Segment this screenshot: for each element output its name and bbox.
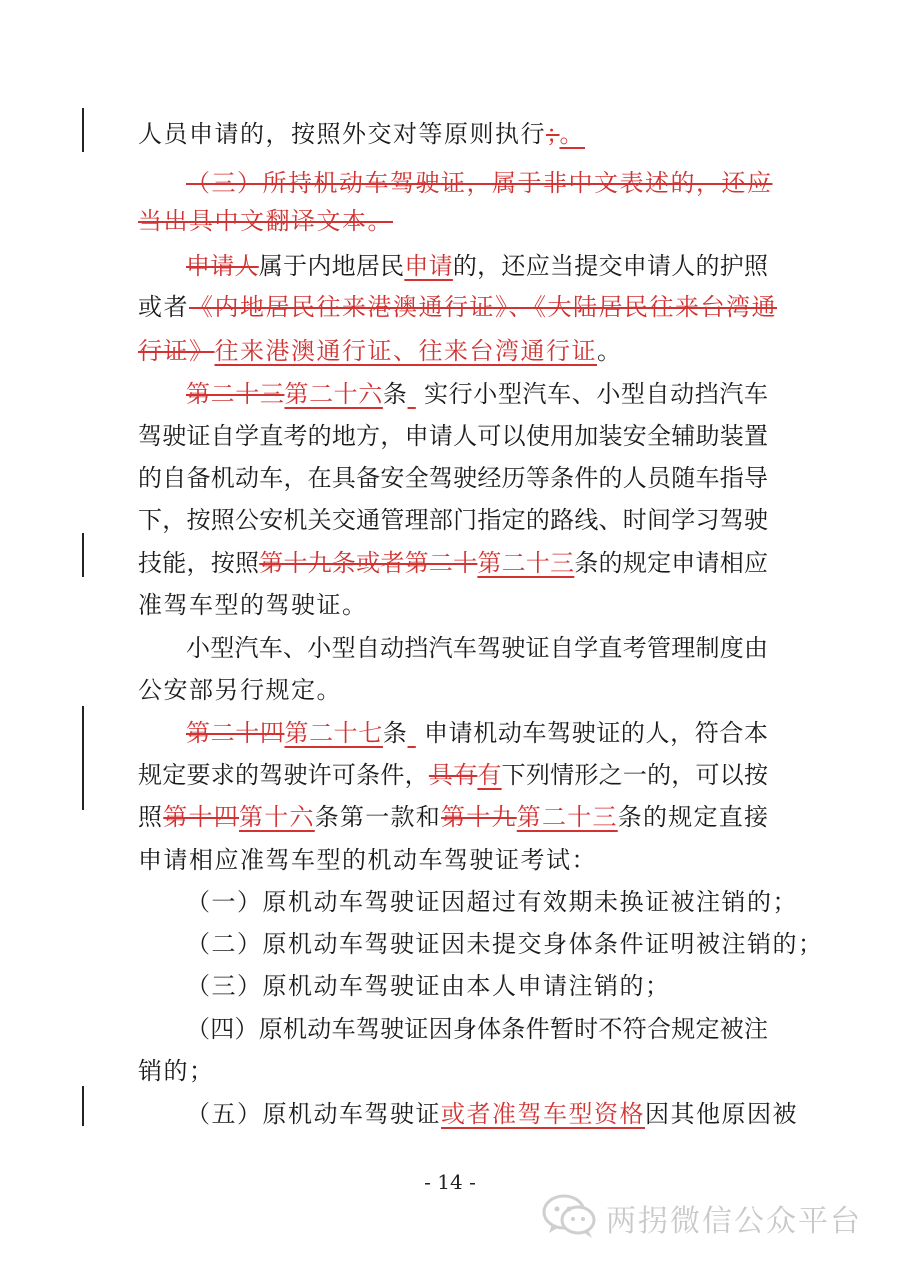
- text-run: 销的；: [138, 1057, 215, 1085]
- text-run: 驾驶证自学直考的地方，申请人可以使用加装安全辅助装置: [138, 422, 768, 450]
- inserted-text: 第二十七: [284, 719, 383, 747]
- text-run: （二）原机动车驾驶证因未提交身体条件证明被注销的；: [186, 930, 824, 958]
- text-run: （五）原机动车驾驶证: [186, 1100, 441, 1128]
- text-run: 准驾车型的驾驶证。: [138, 591, 368, 619]
- deleted-text: 第十四: [163, 803, 239, 831]
- inserted-text: [408, 380, 416, 408]
- line-19: [186, 878, 798, 926]
- line-7: [186, 370, 768, 418]
- text-run: 申请机动车驾驶证的人，符合本: [415, 719, 768, 747]
- line-11: [138, 539, 768, 587]
- text-run: 的，还应当提交申请人的护照: [452, 252, 769, 280]
- deleted-text: （三）所持机动车驾驶证，属于非中文表述的，还应: [186, 169, 773, 197]
- text-run: 下列情形之一的，可以按: [501, 761, 769, 789]
- text-run: 条: [382, 719, 408, 747]
- text-run: 下，按照公安机关交通管理部门指定的路线、时间学习驾驶: [138, 506, 768, 534]
- line-8: [138, 412, 768, 460]
- text-run: 实行小型汽车、小型自动挡汽车: [415, 380, 768, 408]
- deleted-text: 具有: [428, 761, 478, 789]
- inserted-text: 有: [477, 761, 502, 789]
- line-21: [186, 962, 768, 1010]
- line-20: [186, 920, 824, 968]
- text-run: 条的规定申请相应: [574, 549, 769, 577]
- inserted-text: 或者准驾车型资格: [441, 1100, 645, 1128]
- text-run: 条第一款和: [314, 803, 441, 831]
- line-16: [138, 751, 768, 799]
- text-run: 。: [597, 337, 623, 365]
- watermark-text: 两拐微信公众平台: [606, 1204, 862, 1239]
- inserted-text: 第十六: [239, 803, 315, 831]
- line-5: [138, 283, 777, 331]
- inserted-text: 申请: [404, 252, 453, 280]
- line-15: [186, 709, 768, 757]
- text-run: 申请相应准驾车型的机动车驾驶证考试：: [138, 846, 597, 874]
- line-13: [186, 624, 768, 672]
- text-run: 条: [382, 380, 408, 408]
- deleted-text: 当出具中文翻译文本。: [138, 207, 393, 235]
- deleted-text: 《内地居民往来港澳通行证》、《大陆居民往来台湾通: [189, 293, 777, 321]
- deleted-text: 第二十四: [186, 719, 285, 747]
- inserted-text: [408, 719, 416, 747]
- inserted-text: 第二十三: [477, 549, 575, 577]
- text-run: 规定要求的驾驶许可条件，: [138, 761, 429, 789]
- change-bar: [82, 706, 84, 810]
- line-17: [138, 793, 768, 841]
- deleted-text: ；: [546, 120, 560, 148]
- inserted-text: 第二十三: [516, 803, 618, 831]
- inserted-text: 往来港澳通行证、往来台湾通行证: [214, 337, 597, 365]
- line-24: [186, 1090, 798, 1138]
- line-6: [138, 327, 768, 375]
- line-9: [138, 454, 768, 502]
- text-run: （一）原机动车驾驶证因超过有效期未换证被注销的；: [186, 888, 798, 916]
- text-run: 照: [138, 803, 164, 831]
- text-run: 或者: [138, 293, 189, 321]
- line-3: [138, 197, 768, 245]
- change-bar: [82, 1086, 84, 1126]
- page-number: - 14 -: [424, 1170, 476, 1194]
- text-run: 小型汽车、小型自动挡汽车驾驶证自学直考管理制度由: [186, 634, 768, 662]
- deleted-text: 第十九: [441, 803, 517, 831]
- text-run: 因其他原因被: [645, 1100, 798, 1128]
- inserted-text: 。: [559, 120, 585, 148]
- line-12: [138, 581, 768, 629]
- text-run: 人员申请的，按照外交对等原则执行: [138, 120, 546, 148]
- text-run: 属于内地居民: [258, 252, 405, 280]
- text-run: 公安部另行规定。: [138, 676, 342, 704]
- line-18: [138, 836, 768, 884]
- deleted-text: 第十九条或者第二十: [259, 549, 478, 577]
- change-bar: [82, 533, 84, 577]
- line-10: [138, 496, 768, 544]
- wechat-icon: [540, 1188, 600, 1244]
- text-run: （三）原机动车驾驶证由本人申请注销的；: [186, 972, 671, 1000]
- line-23: [138, 1047, 768, 1095]
- line-14: [138, 666, 768, 714]
- deleted-text: 申请人: [186, 252, 259, 280]
- line-1: [138, 110, 768, 158]
- inserted-text: 第二十六: [284, 380, 383, 408]
- deleted-text: 行证》: [138, 337, 215, 365]
- text-run: （四）原机动车驾驶证因身体条件暂时不符合规定被注: [186, 1015, 768, 1043]
- text-run: 的自备机动车，在具备安全驾驶经历等条件的人员随车指导: [138, 464, 768, 492]
- text-run: 条的规定直接: [617, 803, 768, 831]
- deleted-text: 第二十三: [186, 380, 285, 408]
- change-bar: [82, 108, 84, 152]
- watermark: [540, 1184, 870, 1254]
- line-22: [186, 1005, 768, 1053]
- text-run: 技能，按照: [138, 549, 260, 577]
